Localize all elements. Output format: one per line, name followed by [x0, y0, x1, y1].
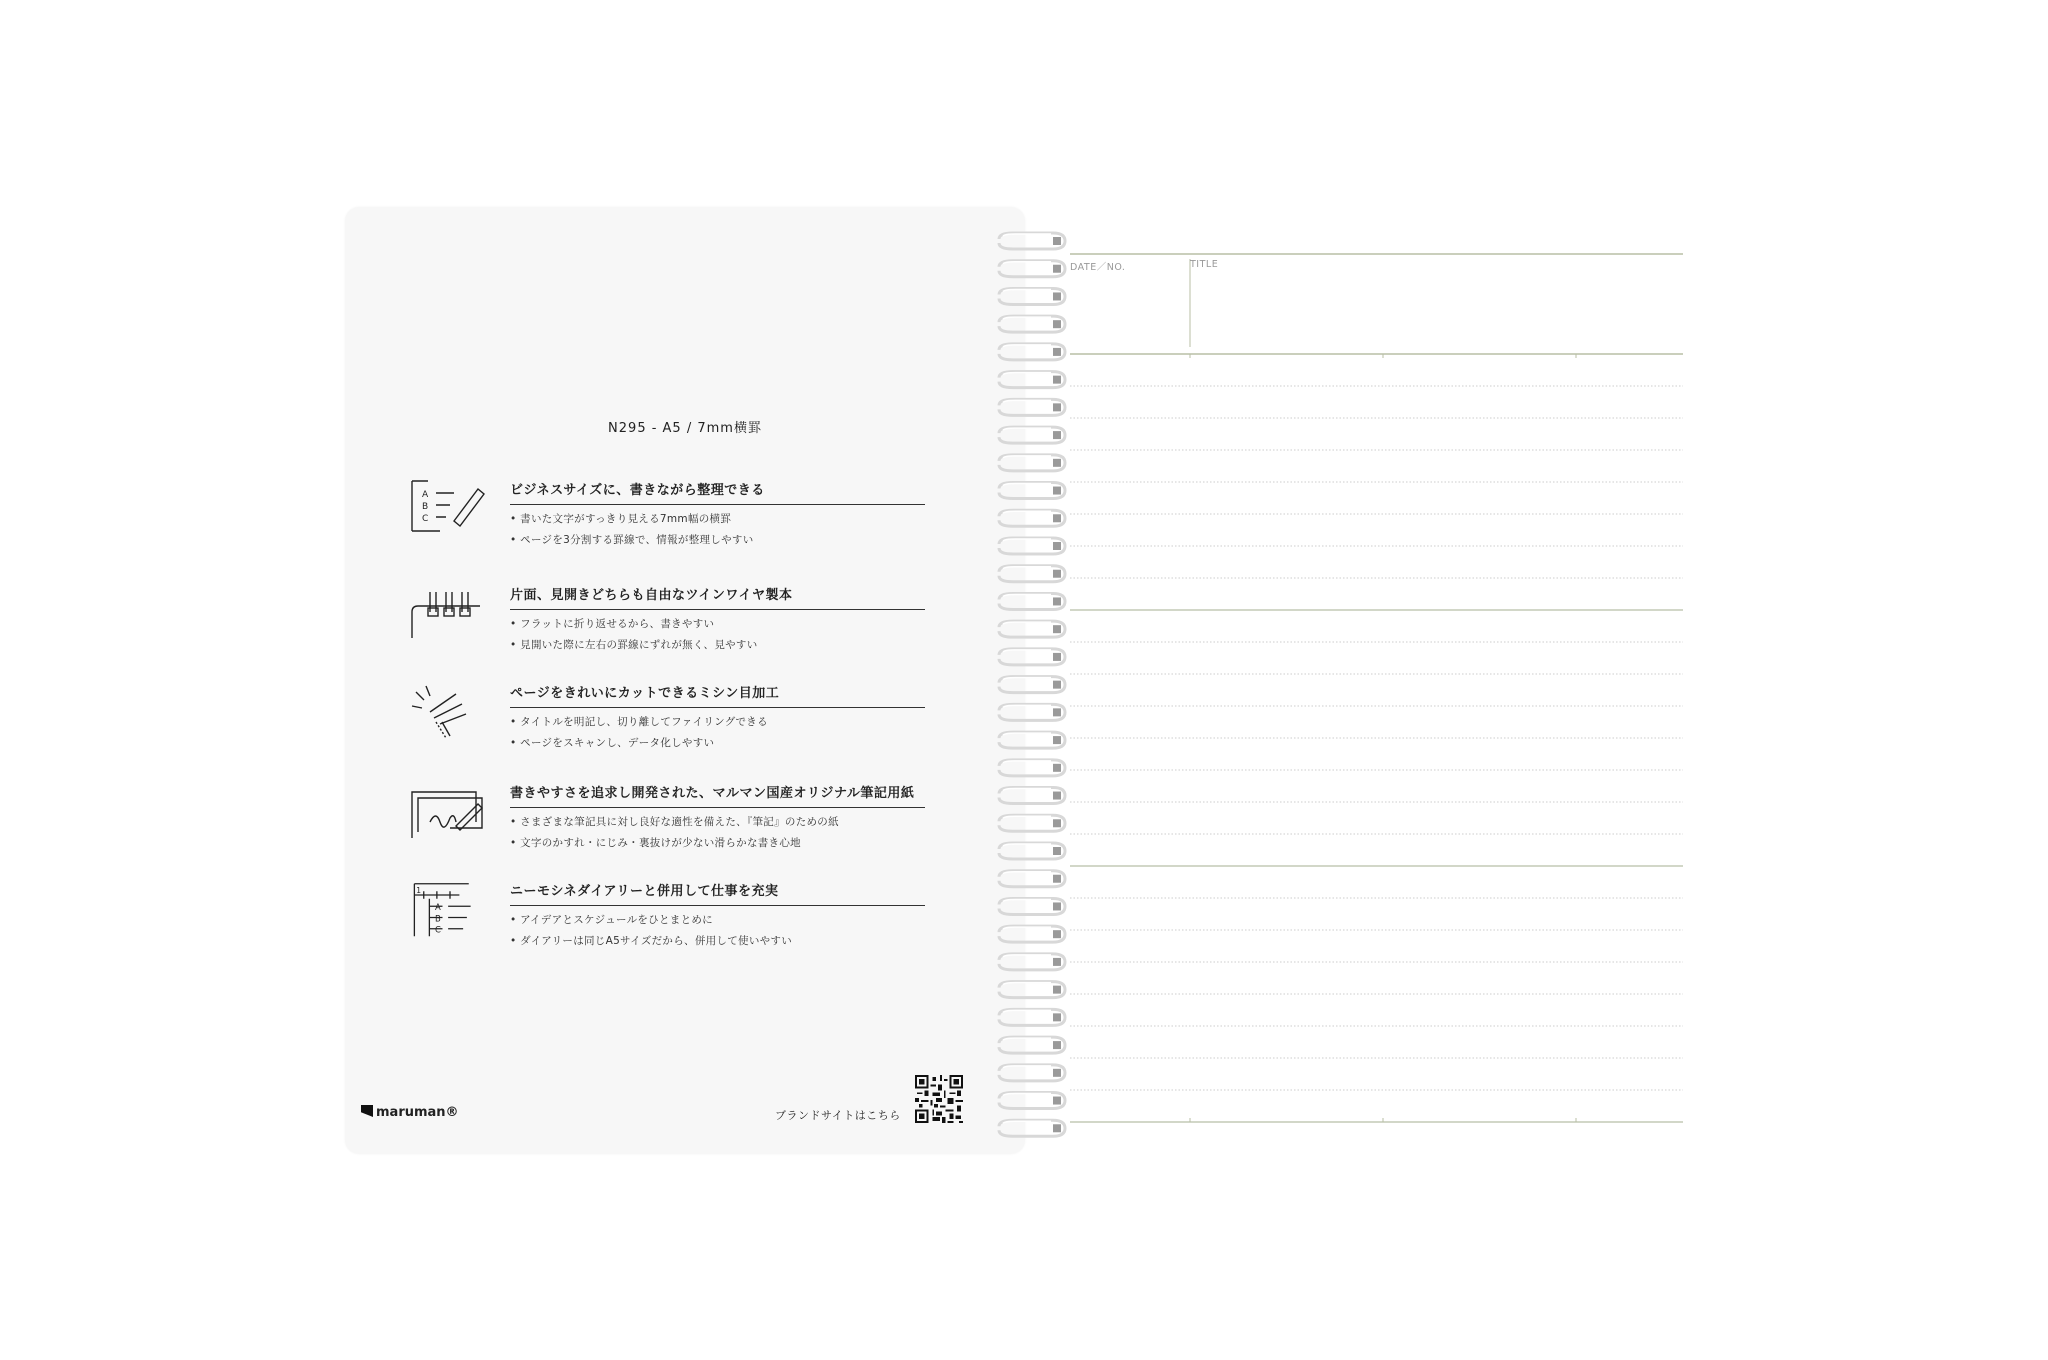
- back-cover: [345, 207, 1025, 1154]
- diary-combo-icon: [410, 880, 490, 940]
- spiral-coil-highlight: [1003, 317, 1051, 319]
- svg-text:A: A: [422, 490, 429, 500]
- spiral-coil-highlight: [1003, 733, 1051, 735]
- abc-list-pen-icon: [410, 479, 490, 539]
- feature-heading: ビジネスサイズに、書きながら整理できる: [510, 479, 925, 505]
- spiral-coil-highlight: [1003, 844, 1051, 846]
- spiral-coil-highlight: [1003, 678, 1051, 680]
- punch-hole: [1053, 570, 1061, 578]
- feature-bullet: • ダイアリーは同じA5サイズだから、併用して使いやすい: [510, 933, 925, 948]
- punch-hole: [1053, 597, 1061, 605]
- feature-item: [410, 682, 930, 777]
- punch-hole: [1053, 625, 1061, 633]
- ruled-page: [1058, 207, 1718, 1154]
- punch-hole: [1053, 320, 1061, 328]
- punch-hole: [1053, 792, 1061, 800]
- feature-heading: 書きやすさを追求し開発された、マルマン国産オリジナル筆記用紙: [510, 782, 925, 808]
- punch-hole: [1053, 902, 1061, 910]
- svg-text:B: B: [422, 502, 429, 512]
- qr-code-icon: [915, 1075, 963, 1123]
- punch-hole: [1053, 764, 1061, 772]
- svg-text:C: C: [422, 514, 429, 524]
- punch-hole: [1053, 376, 1061, 384]
- spiral-coil-highlight: [1003, 1038, 1051, 1040]
- punch-hole: [1053, 1124, 1061, 1132]
- punch-hole: [1053, 348, 1061, 356]
- punch-hole: [1053, 847, 1061, 855]
- spiral-coil-highlight: [1003, 1066, 1051, 1068]
- svg-text:1: 1: [416, 886, 422, 896]
- brand-site-text: ブランドサイトはこちら: [775, 1109, 901, 1122]
- spiral-coil-highlight: [1003, 927, 1051, 929]
- punch-hole: [1053, 514, 1061, 522]
- punch-hole: [1053, 403, 1061, 411]
- spiral-coil-highlight: [1003, 816, 1051, 818]
- product-title: N295 - A5 / 7mm横罫: [608, 421, 762, 436]
- punch-hole: [1053, 653, 1061, 661]
- punch-hole: [1053, 1013, 1061, 1021]
- punch-hole: [1053, 542, 1061, 550]
- svg-text:B: B: [435, 913, 441, 924]
- date-label: DATE／NO.: [1070, 262, 1126, 273]
- spiral-coil-highlight: [1003, 456, 1051, 458]
- spiral-coil-highlight: [1003, 428, 1051, 430]
- spiral-coil-highlight: [1003, 650, 1051, 652]
- punch-hole: [1053, 487, 1061, 495]
- spiral-coil-highlight: [1003, 1094, 1051, 1096]
- spiral-coil-highlight: [1003, 539, 1051, 541]
- spiral-coil-highlight: [1003, 761, 1051, 763]
- spiral-coil-highlight: [1003, 1010, 1051, 1012]
- spiral-coil-highlight: [1003, 345, 1051, 347]
- feature-bullet: • アイデアとスケジュールをひとまとめに: [510, 912, 925, 927]
- feature-item: [410, 880, 930, 975]
- svg-text:C: C: [435, 924, 441, 935]
- punch-hole: [1053, 237, 1061, 245]
- spiral-coil-highlight: [1003, 789, 1051, 791]
- maruman-logo: [361, 1105, 459, 1120]
- feature-bullet: • 書いた文字がすっきり見える7mm幅の横罫: [510, 511, 925, 526]
- perforation-cut-icon: [410, 682, 490, 742]
- spiral-coil-highlight: [1003, 234, 1051, 236]
- spiral-coil-highlight: [1003, 622, 1051, 624]
- punch-hole: [1053, 265, 1061, 273]
- spiral-coil-highlight: [1003, 484, 1051, 486]
- paper-writing-icon: [410, 782, 490, 842]
- punch-hole: [1053, 958, 1061, 966]
- feature-bullet: • ページをスキャンし、データ化しやすい: [510, 735, 925, 750]
- punch-hole: [1053, 930, 1061, 938]
- punch-hole: [1053, 1097, 1061, 1105]
- twin-wire-spiral: [995, 225, 1070, 1140]
- punch-hole: [1053, 708, 1061, 716]
- punch-hole: [1053, 1069, 1061, 1077]
- feature-heading: ページをきれいにカットできるミシン目加工: [510, 682, 925, 708]
- title-label: TITLE: [1190, 259, 1219, 270]
- logo-text: maruman®: [376, 1105, 459, 1120]
- spiral-coil-highlight: [1003, 400, 1051, 402]
- feature-bullet: • フラットに折り返せるから、書きやすい: [510, 616, 925, 631]
- feature-bullet: • さまざまな筆記具に対し良好な適性を備えた、『筆記』のための紙: [510, 814, 925, 829]
- punch-hole: [1053, 1041, 1061, 1049]
- spiral-coil-highlight: [1003, 1121, 1051, 1123]
- spiral-coil-highlight: [1003, 262, 1051, 264]
- punch-hole: [1053, 986, 1061, 994]
- spiral-coil-group: [999, 233, 1065, 1136]
- feature-bullet: • 見開いた際に左右の罫線にずれが無く、見やすい: [510, 637, 925, 652]
- feature-bullet: • 文字のかすれ・にじみ・裏抜けが少ない滑らかな書き心地: [510, 835, 925, 850]
- feature-item: [410, 584, 930, 679]
- punch-hole: [1053, 431, 1061, 439]
- spiral-coil-highlight: [1003, 594, 1051, 596]
- punch-hole: [1053, 292, 1061, 300]
- spiral-coil-highlight: [1003, 983, 1051, 985]
- punch-hole: [1053, 459, 1061, 467]
- spiral-coil-highlight: [1003, 955, 1051, 957]
- spiral-coil-highlight: [1003, 511, 1051, 513]
- feature-item: [410, 782, 930, 877]
- svg-text:A: A: [435, 902, 441, 912]
- punch-hole: [1053, 875, 1061, 883]
- spiral-coil-highlight: [1003, 872, 1051, 874]
- maruman-mark-icon: [361, 1105, 373, 1117]
- feature-heading: 片面、見開きどちらも自由なツインワイヤ製本: [510, 584, 925, 610]
- feature-item: [410, 479, 930, 574]
- feature-bullet: • ページを3分割する罫線で、情報が整理しやすい: [510, 532, 925, 547]
- ruled-line-group: [1070, 254, 1683, 1122]
- punch-hole: [1053, 736, 1061, 744]
- twin-wire-binding-icon: [410, 584, 490, 644]
- feature-heading: ニーモシネダイアリーと併用して仕事を充実: [510, 880, 925, 906]
- ruled-lines: [1058, 207, 1718, 1154]
- spiral-coil-highlight: [1003, 705, 1051, 707]
- spiral-coil-highlight: [1003, 373, 1051, 375]
- spiral-coil-highlight: [1003, 567, 1051, 569]
- spiral-coil-highlight: [1003, 289, 1051, 291]
- feature-bullet: • タイトルを明記し、切り離してファイリングできる: [510, 714, 925, 729]
- punch-hole: [1053, 819, 1061, 827]
- spiral-coil-highlight: [1003, 899, 1051, 901]
- punch-hole: [1053, 681, 1061, 689]
